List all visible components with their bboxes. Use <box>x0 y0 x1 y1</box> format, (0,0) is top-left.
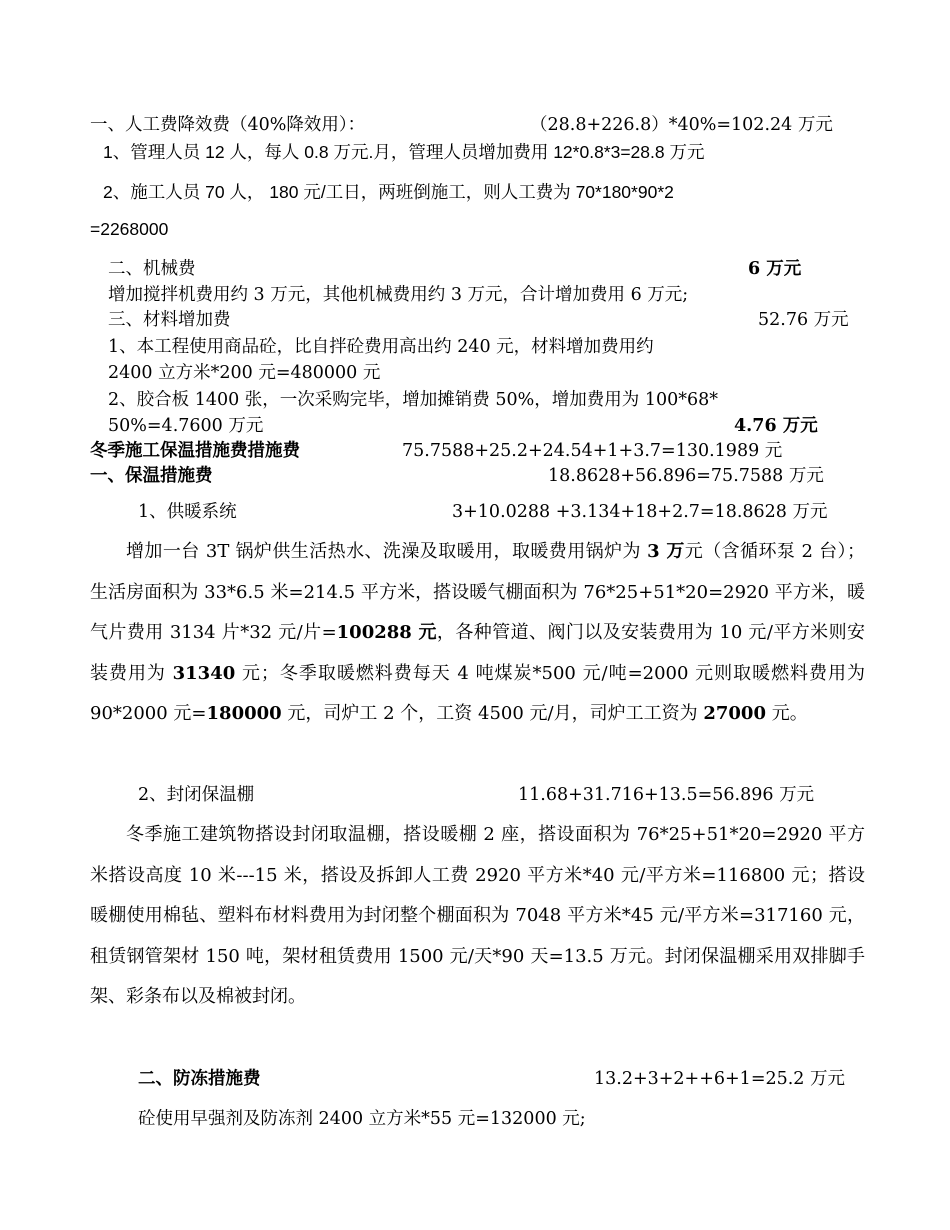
s3-item2a: 2、胶合板 1400 张，一次采购完毕，增加摊销费 50%，增加费用为 100*68* <box>108 390 718 410</box>
s1-title: 一、人工费降效费（40%降效用）： <box>90 115 366 135</box>
s3-item2amount: 4.76 万元 <box>734 416 818 436</box>
s3-item1a: 1、本工程使用商品砼，比自拌砼费用高出约 240 元，材料增加费用约 <box>108 337 654 357</box>
w1-sub2-formula: 11.68+31.716+13.5=56.896 万元 <box>518 785 815 805</box>
w1-sub2-title: 2、封闭保温棚 <box>138 785 255 805</box>
s2-amount: 6 万元 <box>748 259 802 279</box>
w1-formula: 18.8628+56.896=75.7588 万元 <box>548 466 824 486</box>
winter-formula: 75.7588+25.2+24.54+1+3.7=130.1989 元 <box>402 441 783 461</box>
winter-title: 冬季施工保温措施费措施费 <box>90 441 300 461</box>
w1-sub2-paragraph: 冬季施工建筑物搭设封闭取温棚，搭设暖棚 2 座，搭设面积为 76*25+51*20=2920 平方米搭设高度 10 米---15 米，搭设及拆卸人工费 2920 平方米*40 元/平方米=116800 元；搭设暖棚使用棉毡、塑料布材料费用为封闭整个棚面积为 7048 平方米*45 元/平方米=317160 元，租赁钢管架材 150 吨，架材租赁费用 1500 元/天*90 天=13.5 万元。封闭保温棚采用双排脚手架、彩条布以及棉被封闭。 <box>90 824 865 1007</box>
w1-sub1-title: 1、供暖系统 <box>138 502 237 522</box>
s3-item2b: 50%=4.7600 万元 <box>108 416 264 436</box>
w2-title: 二、防冻措施费 <box>138 1069 261 1089</box>
w1-sub1-paragraph: 增加一台 3T 锅炉供生活热水、洗澡及取暖用，取暖费用锅炉为 3 万元（含循环泵 2 台）；生活房面积为 33*6.5 米=214.5 平方米，搭设暖气棚面积为 76*25+51*20=2920 平方米，暖气片费用 3134 片*32 元/片=100288 元，各种管道、阀门以及安装费用为 10 元/平方米则安装费用为 31340 元；冬季取暖燃料费每天 4 吨煤炭*500 元/吨=2000 元则取暖燃料费用为 90*2000 元=180000 元，司炉工 2 个，工资 4500 元/月，司炉工工资为 27000 元。 <box>90 541 865 724</box>
w2-text: 砼使用早强剂及防冻剂 2400 立方米*55 元=132000 元; <box>138 1109 586 1129</box>
s1-item1: 1、管理人员 12 人，每人 0.8 万元.月，管理人员增加费用 12*0.8*3=28.8 万元 <box>103 142 705 162</box>
s2-text: 增加搅拌机费用约 3 万元，其他机械费用约 3 万元，合计增加费用 6 万元; <box>108 285 689 305</box>
w1-title: 一、保温措施费 <box>90 466 213 486</box>
s3-amount: 52.76 万元 <box>758 310 849 330</box>
s3-title: 三、材料增加费 <box>108 310 231 330</box>
s1-item2a: 2、施工人员 70 人， 180 元/工日，两班倒施工，则人工费为 70*180*90*2 <box>103 182 674 202</box>
s3-item1b: 2400 立方米*200 元=480000 元 <box>108 363 381 383</box>
w2-formula: 13.2+3+2++6+1=25.2 万元 <box>594 1069 846 1089</box>
s2-title: 二、机械费 <box>108 259 196 279</box>
s1-formula: （28.8+226.8）*40%=102.24 万元 <box>530 115 833 135</box>
s1-item2b: =2268000 <box>90 219 169 239</box>
w1-sub1-formula: 3+10.0288 +3.134+18+2.7=18.8628 万元 <box>452 502 828 522</box>
